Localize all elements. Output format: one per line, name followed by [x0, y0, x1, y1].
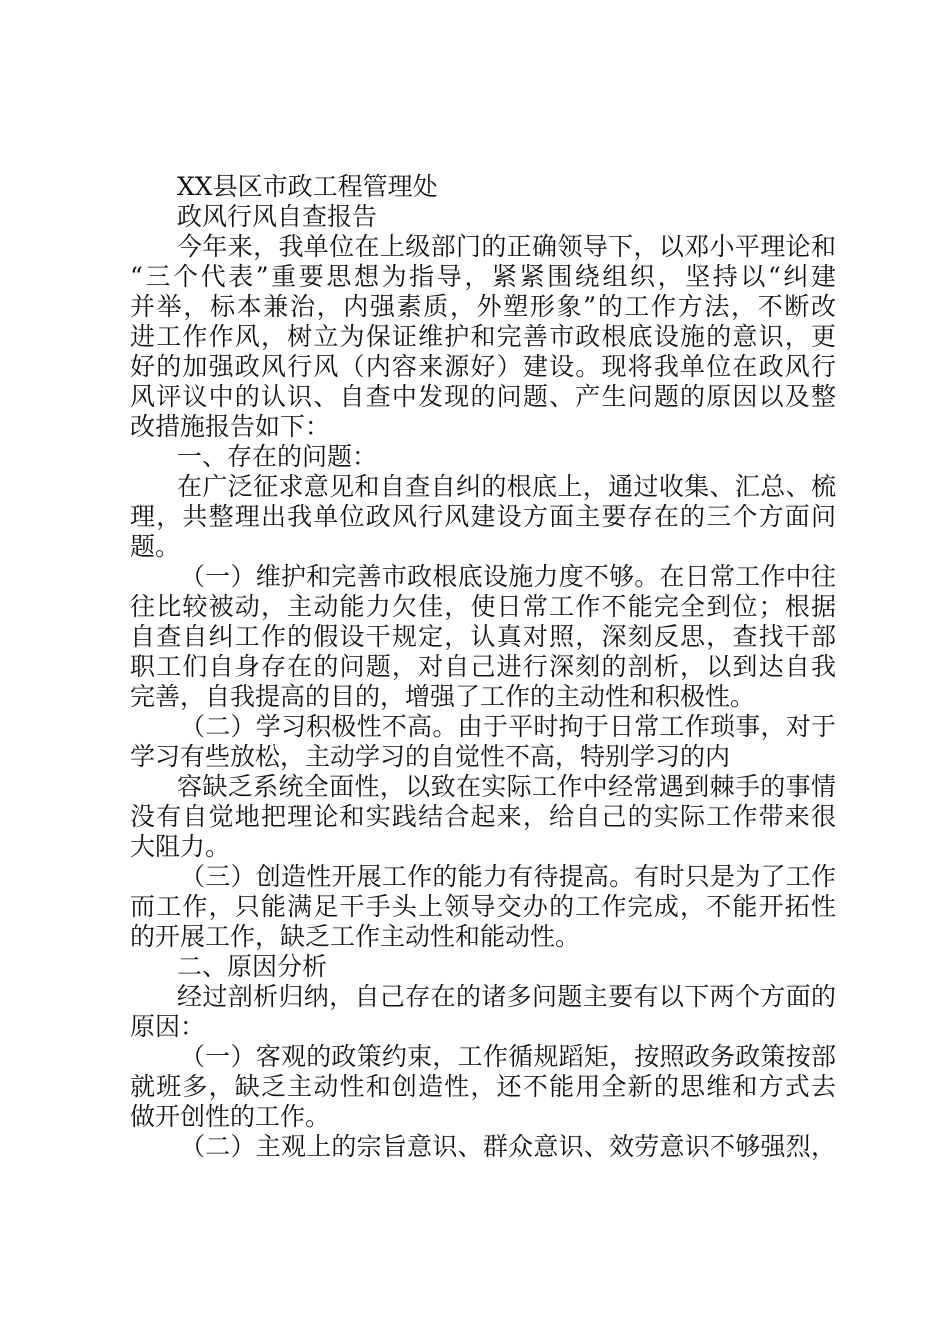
text-line: 就班多，缺乏主动性和创造性，还不能用全新的思维和方式去	[130, 1072, 836, 1101]
text-line: 在广泛征求意见和自查自纠的根底上，通过收集、汇总、梳	[177, 472, 836, 501]
text-line: 的开展工作，缺乏工作主动性和能动性。	[130, 922, 581, 951]
text-line: 进工作作风，树立为保证维护和完善市政根底设施的意识，更	[130, 322, 836, 351]
text-line: 风评议中的认识、自查中发现的问题、产生问题的原因以及整	[130, 382, 836, 411]
text-line: （三）创造性开展工作的能力有待提高。有时只是为了工作	[180, 862, 836, 891]
text-line: 而工作，只能满足干手头上领导交办的工作完成，不能开拓性	[130, 892, 836, 921]
report-body	[130, 232, 836, 1162]
text-line: 今年来，我单位在上级部门的正确领导下，以邓小平理论和	[177, 232, 836, 261]
text-line: 并举，标本兼治，内强素质，外塑形象”的工作方法，不断改	[130, 292, 836, 321]
text-line: 学习有些放松，主动学习的自觉性不高，特别学习的内	[130, 742, 731, 771]
text-line: 容缺乏系统全面性，以致在实际工作中经常遇到棘手的事情	[177, 772, 836, 801]
text-line: 经过剖析归纳，自己存在的诸多问题主要有以下两个方面的	[177, 982, 836, 1011]
text-line: 二、原因分析	[177, 952, 328, 981]
text-line: （一）客观的政策约束，工作循规蹈矩，按照政务政策按部	[180, 1042, 836, 1071]
text-line: 理，共整理出我单位政风行风建设方面主要存在的三个方面问	[130, 502, 836, 531]
text-line: （二）主观上的宗旨意识、群众意识、效劳意识不够强烈，	[180, 1132, 836, 1161]
org-name-heading: XX县区市政工程管理处	[177, 172, 438, 201]
text-line: 一、存在的问题：	[177, 442, 378, 471]
document-page	[130, 172, 836, 1162]
text-line: 题。	[130, 532, 181, 561]
text-line: 没有自觉地把理论和实践结合起来，给自己的实际工作带来很	[130, 802, 836, 831]
text-line: 做开创性的工作。	[130, 1102, 331, 1131]
text-line: 自查自纠工作的假设干规定，认真对照，深刻反思，查找干部	[130, 622, 836, 651]
text-line: 原因：	[130, 1012, 206, 1041]
text-line: 往比较被动，主动能力欠佳，使日常工作不能完全到位；根据	[130, 592, 836, 621]
text-line: 职工们自身存在的问题，对自己进行深刻的剖析，以到达自我	[130, 652, 836, 681]
text-line: （一）维护和完善市政根底设施力度不够。在日常工作中往	[180, 562, 836, 591]
text-line: 好的加强政风行风（内容来源好）建设。现将我单位在政风行	[130, 352, 836, 381]
report-title: 政风行风自查报告	[177, 202, 378, 231]
text-line: 改措施报告如下：	[130, 412, 331, 441]
text-line: 大阻力。	[130, 832, 231, 861]
text-line: “三个代表”重要思想为指导，紧紧围绕组织，坚持以“纠建	[130, 262, 836, 291]
text-line: （二）学习积极性不高。由于平时拘于日常工作琐事，对于	[180, 712, 836, 741]
text-line: 完善，自我提高的目的，增强了工作的主动性和积极性。	[130, 682, 756, 711]
